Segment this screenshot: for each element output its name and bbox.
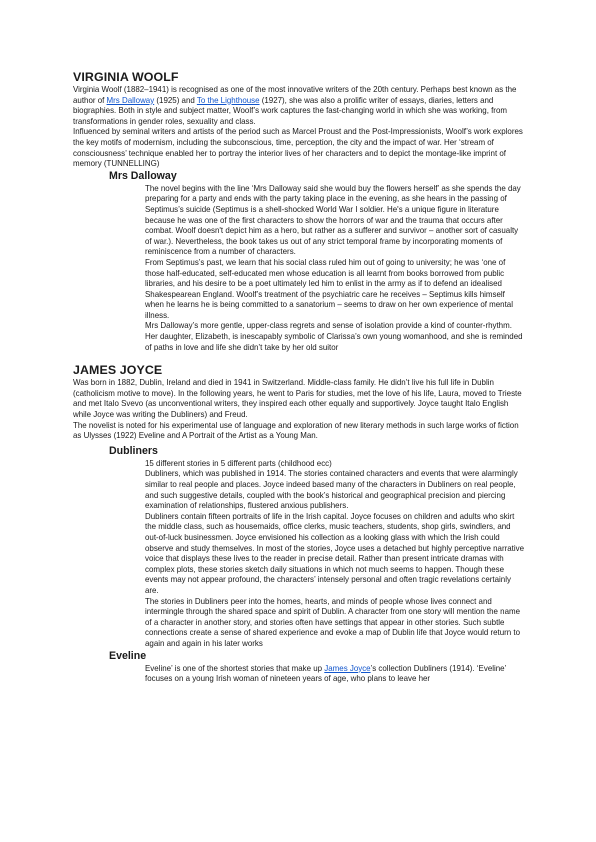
- mrs-dalloway-body: [145, 184, 525, 354]
- dubliners-heading: Dubliners: [109, 444, 158, 457]
- paragraph: Dubliners, which was published in 1914. The stories contained characters and events that were alarmingly similar to real people and places. Joyce indeed based many of the characters in Dubliners on real people, and such suggestive details, coupled with the book’s historical and geographical precision and piercing examination of relationships, flustered anxious publishers.: [145, 469, 518, 511]
- eveline-text-1: Eveline’ is one of the shortest stories that make up: [145, 663, 325, 673]
- paragraph: 15 different stories in 5 different parts (childhood ecc): [145, 458, 332, 468]
- mrs-dalloway-heading: Mrs Dalloway: [109, 169, 177, 182]
- woolf-heading: VIRGINIA WOOLF: [73, 70, 179, 84]
- mrs-dalloway-link[interactable]: Mrs Dalloway: [106, 95, 155, 105]
- paragraph: [145, 664, 525, 685]
- paragraph: Mrs Dalloway’s more gentle, upper-class regrets and sense of isolation provide a kind of counter-rhythm. Her daughter, Elizabeth, is inescapably symbolic of Clarissa’s own young womanhood, and she is reminded of paths in love and life she didn’t take by her old suitor: [145, 321, 523, 352]
- paragraph: The novel begins with the line ‘Mrs Dalloway said she would buy the flowers herself’ as she spends the day preparing for a party and ends with the party taking place in the evening, as she hears in the passing of Septimus’s suicide (Septimus is a shell-shocked World War I soldier. He's a unique figure in literature because he was one of the first characters to show the horrors of war and the trauma that occurs after combat. Woolf doesn't depict him as a hero, but rather as a sufferer and survivor – another sort of casualty of war.). Nevertheless, the book takes us out of any strict temporal frame by incorporating moments of reminiscence from a number of characters.: [145, 183, 521, 257]
- woolf-influence: Influenced by seminal writers and artists of the period such as Marcel Proust and the Post-Impressionists, Woolf’s work explores the key motifs of modernism, including the subconscious, time, perception, the city and the impact of war. Her ‘stream of consciousness’ technique enabled her to portray the interior lives of her characters and to depict the montage-like imprint of memory (TUNNELLING): [73, 127, 523, 169]
- woolf-section: [73, 70, 525, 353]
- joyce-intro: Was born in 1882, Dublin, Ireland and died in 1941 in Switzerland. Middle-class family. He didn’t live his full life in Dublin (catholicism motive to move). In the following years, he went to Paris for studies, met the love of his life, Laura, moved to Trieste and met Italo Svevo (as unconventional writers, they inspired each other equally and supportively. Joyce taught Italo English while Joyce was writing the Dubliners) and Freud.: [73, 378, 522, 420]
- joyce-heading: JAMES JOYCE: [73, 363, 163, 378]
- eveline-heading: Eveline: [109, 649, 147, 662]
- paragraph: Dubliners contain fifteen portraits of life in the Irish capital. Joyce focuses on children and adults who skirt the middle class, such as housemaids, office clerks, music teachers, students, shop girls, swindlers, and out-of-luck businessmen. Joyce envisioned his collection as a looking glass with which the Irish could observe and study themselves. In most of the stories, Joyce uses a detached but highly perceptive narrative voice that displays these lives to the reader in precise detail. Rather than present intricate dramas with complex plots, these stories sketch daily situations in which not much seems to happen. Though these events may not appear profound, the characters’ intensely personal and often tragic revelations certainly are.: [145, 511, 525, 595]
- woolf-intro: [73, 85, 525, 127]
- paragraph: The stories in Dubliners peer into the homes, hearts, and minds of people whose lives connect and intermingle through the shared space and spirit of Dublin. A character from one story will mention the name of a character in another story, and stories often have settings that appear in other stories. Such subtle connections create a sense of shared experience and evoke a map of Dublin life that Joyce would return to again and again in his later works: [145, 596, 521, 648]
- woolf-intro-text-1: Virginia Woolf (1882–1941) is recognised as one of the most innovative writers of the 20th century. Perhaps best known as the author of: [73, 85, 517, 105]
- paragraph: From Septimus’s past, we learn that his social class ruled him out of going to university; he was ‘one of those half-educated, self-educated men whose education is all learnt from books borrowed from public libraries, and his desire to be a poet ultimately led him to enlist in the army as if to defend an idealised Shakespearean England. Woolf’s treatment of the psychiatric care he receives – Septimus kills himself when he learns he is being committed to a sanatorium – seems to draw on her own experience of mental illness.: [145, 257, 513, 320]
- joyce-section: [73, 363, 525, 684]
- eveline-body: [145, 664, 525, 685]
- woolf-intro-text-2: (1925) and: [154, 95, 197, 105]
- to-the-lighthouse-link[interactable]: To the Lighthouse: [196, 95, 260, 105]
- joyce-novelist: The novelist is noted for his experimental use of language and exploration of new literary methods in such large works of fiction as Ulysses (1922) Eveline and A Portrait of the Artist as a Young Man.: [73, 420, 519, 441]
- document-page: [73, 70, 525, 694]
- james-joyce-link[interactable]: James Joyce: [324, 663, 371, 673]
- eveline-text-2: ’s collection Dubliners (1914). ‘Eveline’ focuses on a young Irish woman of nineteen years of age, who plans to leave her: [145, 663, 507, 684]
- woolf-intro-text-3: (1927), she was also a prolific writer of essays, diaries, letters and biographies. Both in style and subject matter, Woolf’s work captures the fast-changing world in which she was working, from transformations in gender roles, sexuality and class.: [73, 95, 507, 126]
- dubliners-body: [145, 459, 525, 650]
